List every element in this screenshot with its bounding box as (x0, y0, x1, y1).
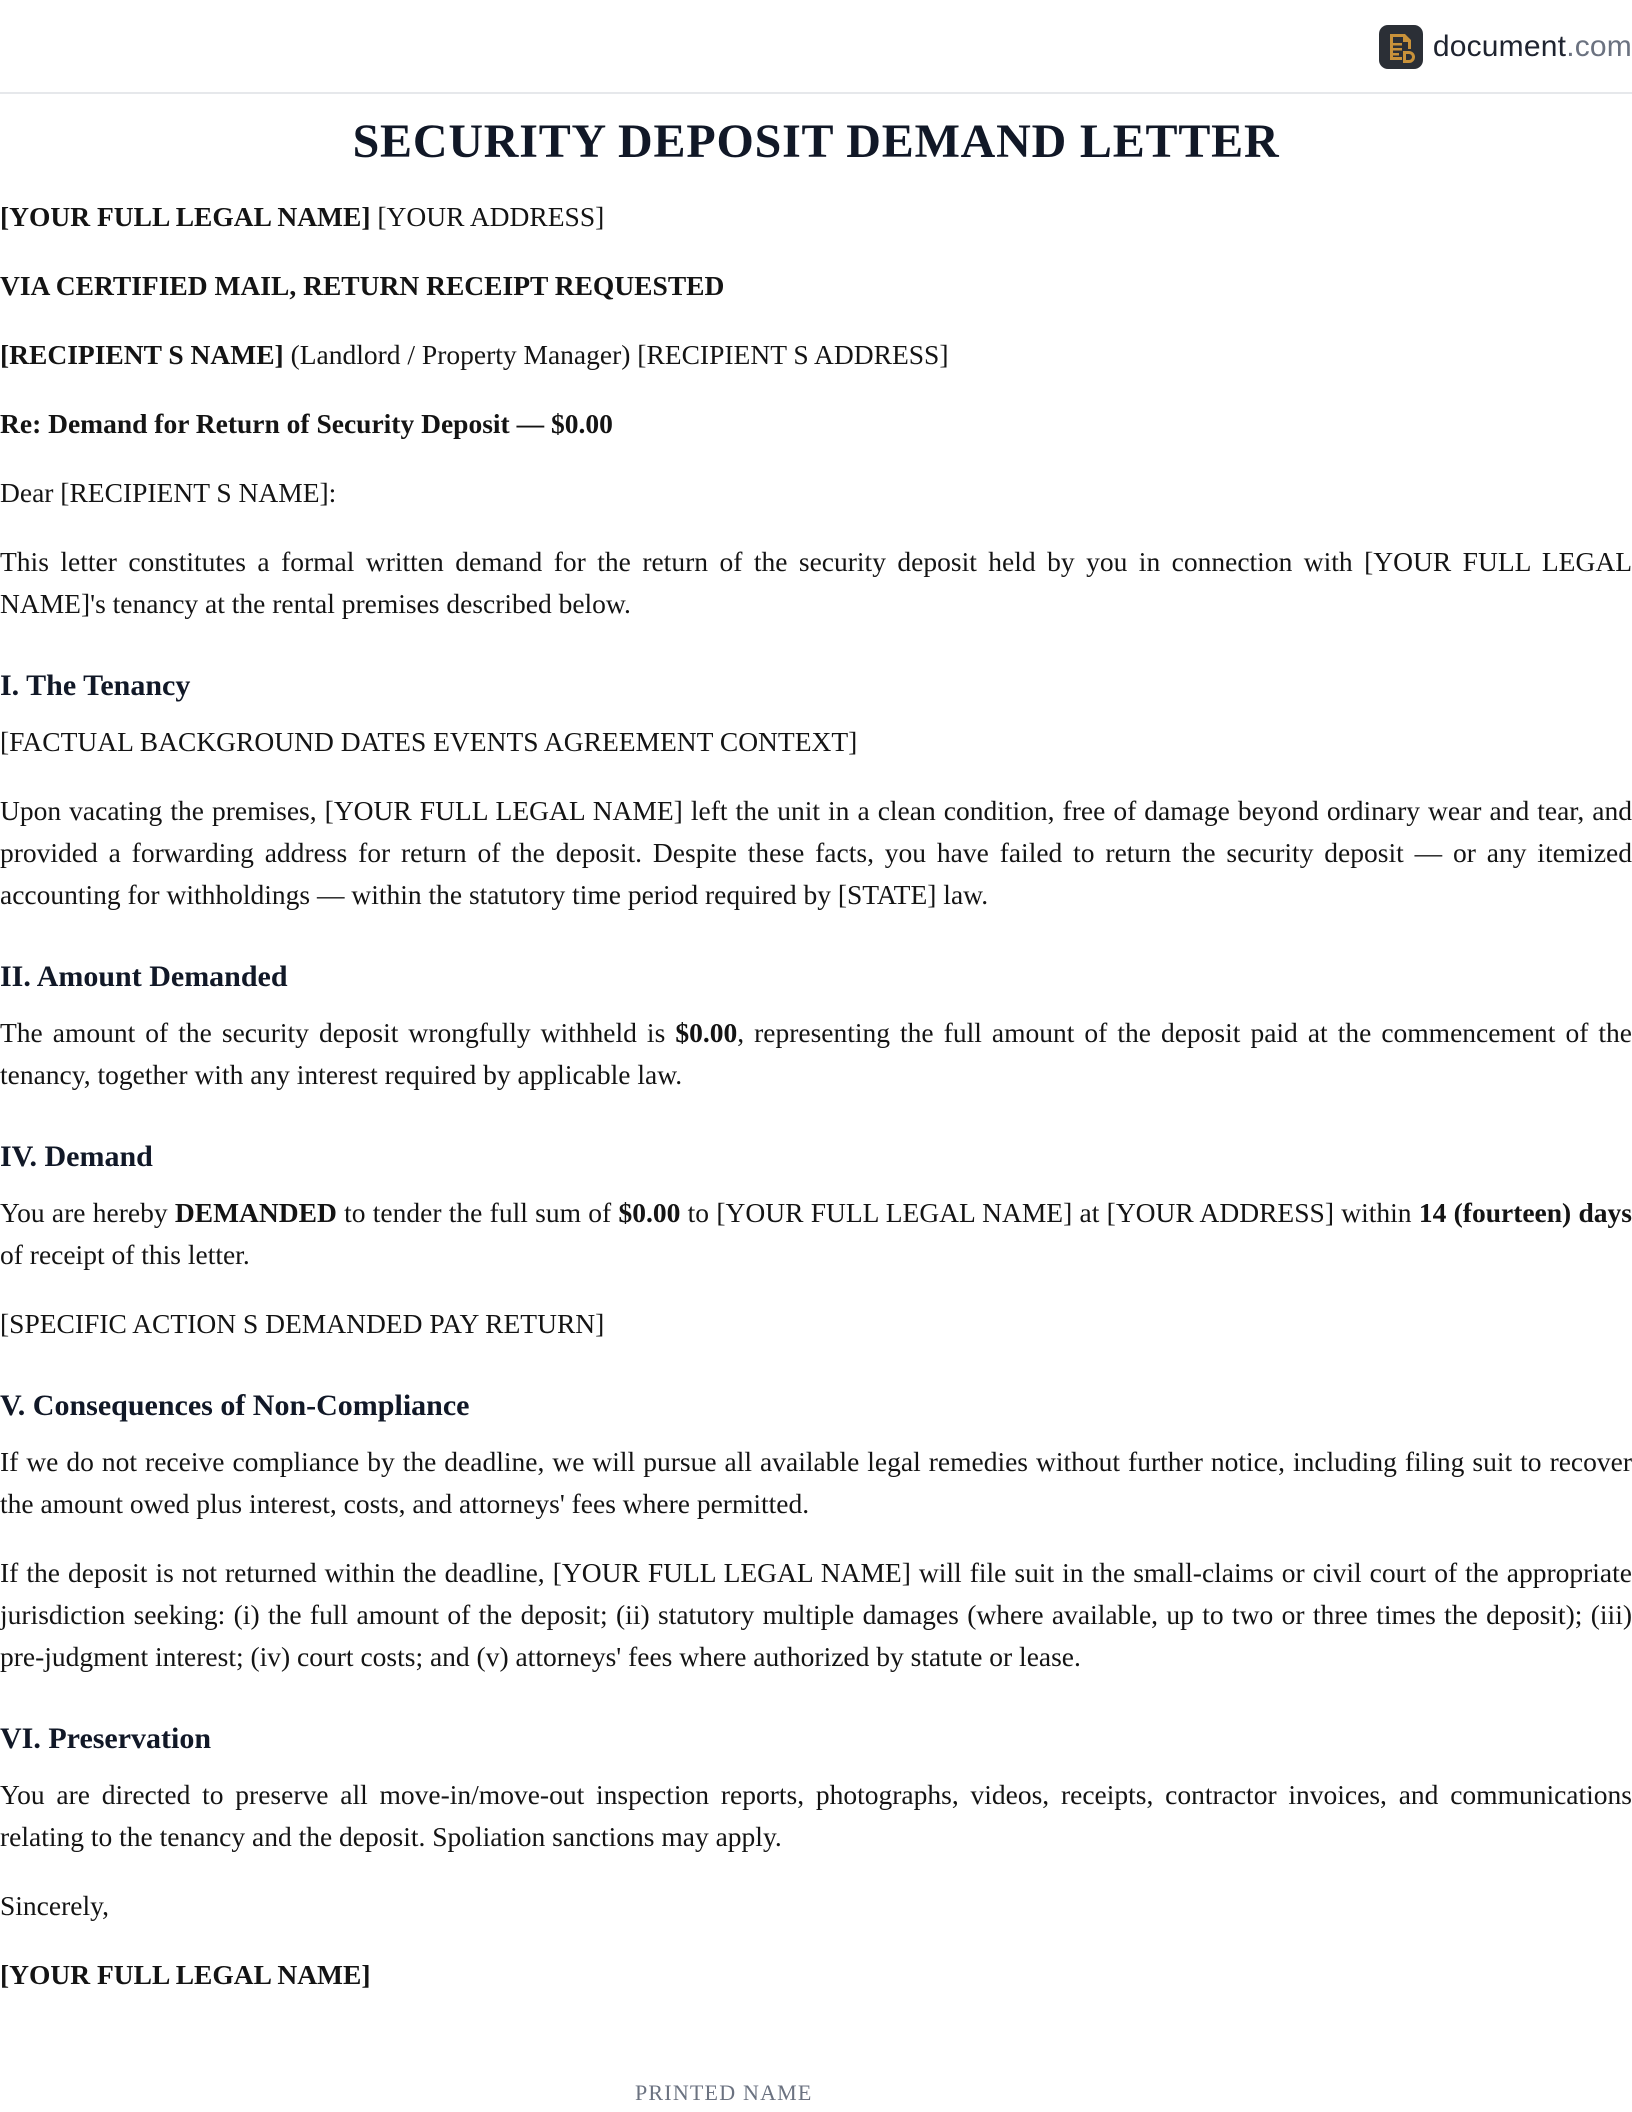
intro-paragraph: This letter constitutes a formal written demand for the return of the security deposit held by you in connection with [YOUR FULL LEGAL NAME]'s tenancy at the rental premises described below. (0, 546, 1632, 619)
letter-document (0, 108, 1632, 2023)
demand-paragraph: You are hereby DEMANDED to tender the full sum of $0.00 to [YOUR FULL LEGAL NAME] at [YOUR ADDRESS] within 14 (fourteen) days of receipt of this letter. (0, 1197, 1632, 1270)
demand-deadline: 14 (fourteen) days (1418, 1197, 1632, 1228)
delivery-method: VIA CERTIFIED MAIL, RETURN RECEIPT REQUESTED (0, 270, 725, 301)
tenancy-paragraph: Upon vacating the premises, [YOUR FULL LEGAL NAME] left the unit in a clean condition, free of damage beyond ordinary wear and tear, and provided a forwarding address for return of the deposit. Despite these facts, you have failed to return the security deposit — or any itemized accounting for withholdings — within the statutory time period required by [STATE] law. (0, 795, 1632, 910)
printed-name-label: PRINTED NAME (635, 2080, 813, 2105)
salutation: Dear [RECIPIENT S NAME]: (0, 477, 337, 508)
re-line: Re: Demand for Return of Security Deposit — $0.00 (0, 408, 613, 439)
signature-name: [YOUR FULL LEGAL NAME] (0, 1959, 371, 1990)
amount-value: $0.00 (675, 1017, 738, 1048)
recipient-role: (Landlord / Property Manager) (290, 339, 631, 370)
brand-tld: .com (1566, 30, 1632, 63)
preservation-paragraph: You are directed to preserve all move-in/move-out inspection reports, photographs, videos, receipts, contractor invoices, and communications relating to the tenancy and the deposit. Spoliation sanctions may apply. (0, 1779, 1632, 1852)
section-preservation-heading: VI. Preservation (0, 1722, 212, 1755)
amount-paragraph: The amount of the security deposit wrongfully withheld is $0.00, representing the full amount of the deposit paid at the commencement of the tenancy, together with any interest required by applicable law. (0, 1017, 1632, 1090)
sender-address: [YOUR ADDRESS] (377, 201, 605, 232)
tenancy-placeholder: [FACTUAL BACKGROUND DATES EVENTS AGREEMENT CONTEXT] (0, 726, 858, 757)
sender-name: [YOUR FULL LEGAL NAME] (0, 201, 371, 232)
demand-placeholder: [SPECIFIC ACTION S DEMANDED PAY RETURN] (0, 1308, 605, 1339)
section-consequences-heading: V. Consequences of Non-Compliance (0, 1389, 470, 1422)
consequences-paragraph-1: If we do not receive compliance by the deadline, we will pursue all available legal remedies without further notice, including filing suit to recover the amount owed plus interest, costs, and attorneys' fees where permitted. (0, 1446, 1632, 1519)
letter-title: SECURITY DEPOSIT DEMAND LETTER (352, 115, 1280, 168)
closing: Sincerely, (0, 1890, 109, 1921)
brand-name: document.com (1432, 30, 1632, 63)
consequences-paragraph-2: If the deposit is not returned within the deadline, [YOUR FULL LEGAL NAME] will file suit in the small-claims or civil court of the appropriate jurisdiction seeking: (i) the full amount of the deposit; (ii) statutory multiple damages (where available, up to two or three times the deposit); (iii) pre-judgment interest; (iv) court costs; and (v) attorneys' fees where authorized by statute or lease. (0, 1557, 1632, 1672)
brand-logo[interactable] (1379, 25, 1632, 69)
recipient-name: [RECIPIENT S NAME] (0, 339, 284, 370)
recipient-block (0, 334, 1632, 376)
section-amount-heading: II. Amount Demanded (0, 960, 288, 993)
demand-amount: $0.00 (618, 1197, 681, 1228)
document-logo-icon (1379, 25, 1423, 69)
sender-block (0, 196, 1632, 238)
top-bar (0, 0, 1632, 94)
section-tenancy-heading: I. The Tenancy (0, 669, 191, 702)
recipient-address: [RECIPIENT S ADDRESS] (637, 339, 949, 370)
section-demand-heading: IV. Demand (0, 1140, 153, 1173)
